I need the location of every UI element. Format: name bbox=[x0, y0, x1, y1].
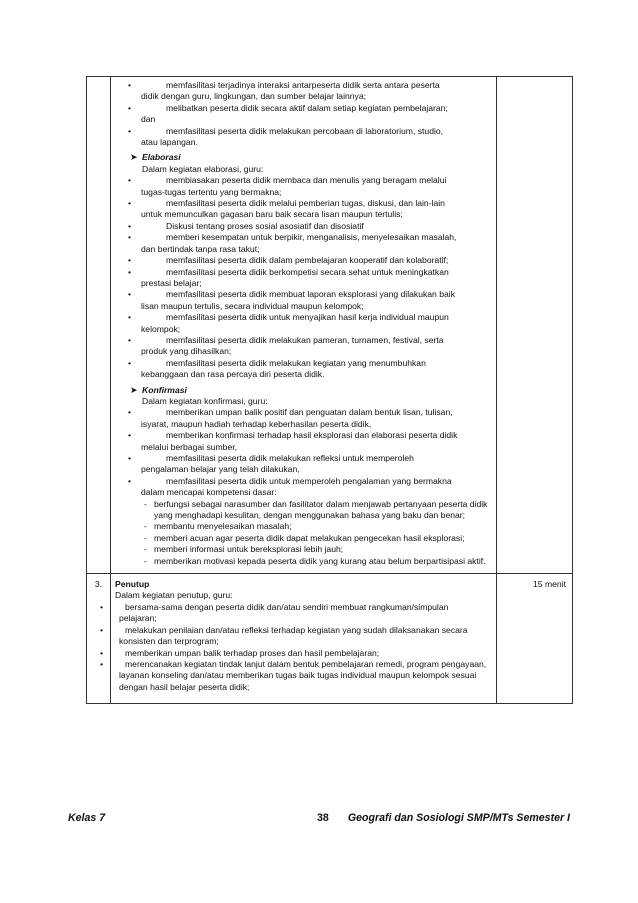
arrow-bullet-icon: ➤ bbox=[130, 152, 138, 163]
footer-book-title: Geografi dan Sosiologi SMP/MTs Semester I bbox=[347, 812, 570, 824]
list-item: - memberi informasi untuk bereksplorasi lebih jauh; bbox=[143, 544, 490, 555]
list-item: • memfasilitasi peserta didik melalui pemberian tugas, diskusi, dan lain-lain untuk memunculkan gagasan baru baik secara lisan maupun tertulis; bbox=[111, 198, 490, 221]
elaborasi-list bbox=[111, 175, 490, 380]
table-row bbox=[87, 77, 573, 574]
elaborasi-section bbox=[111, 152, 490, 380]
list-item: • memberikan umpan balik positif dan penguatan dalam bentuk lisan, tulisan, isyarat, maupun hadiah terhadap keberhasilan peserta didik, bbox=[111, 407, 490, 430]
section-intro: Dalam kegiatan elaborasi, guru: bbox=[142, 163, 264, 174]
table-row bbox=[87, 574, 573, 704]
activity-table bbox=[86, 76, 573, 704]
section-title: Konfirmasi bbox=[142, 384, 187, 395]
konfirmasi-section bbox=[111, 385, 490, 568]
list-item: • memfasilitasi terjadinya interaksi antarpeserta didik serta antara peserta didik dengan guru, lingkungan, dan sumber belajar lainnya; bbox=[111, 80, 490, 103]
activity-cell bbox=[111, 77, 497, 574]
list-item: • melibatkan peserta didik secara aktif dalam setiap kegiatan pembelajaran; dan bbox=[111, 103, 490, 126]
list-item: • memfasilitasi peserta didik untuk memperoleh pengalaman yang bermakna dalam mencapai kompetensi dasar: bbox=[111, 476, 490, 499]
row-number: 3. bbox=[87, 574, 111, 704]
time-cell bbox=[497, 77, 573, 574]
list-item: • memfasilitasi peserta didik dalam pembelajaran kooperatif dan kolaboratif; bbox=[111, 255, 490, 266]
list-item: • memfasilitasi peserta didik membuat laporan eksplorasi yang dilakukan baik lisan maupun tertulis, secara individual maupun kelompok; bbox=[111, 289, 490, 312]
list-item: • memfasilitasi peserta didik untuk menyajikan hasil kerja individual maupun kelompok; bbox=[111, 312, 490, 335]
list-item: • memfasilitasi peserta didik berkompetisi secara sehat untuk meningkatkan prestasi belajar; bbox=[111, 267, 490, 290]
list-item: • Diskusi tentang proses sosial asosiatif dan disosiatif bbox=[111, 221, 490, 232]
section-title: Penutup bbox=[115, 579, 150, 590]
list-item: • merencanakan kegiatan tindak lanjut dalam bentuk pembelajaran remedi, program pengayaan, layanan konseling dan/atau memberikan tugas baik tugas individual maupun kelompok sesuai dengan hasil belajar peserta didik; bbox=[90, 659, 488, 693]
exploration-list bbox=[111, 80, 490, 148]
number-cell bbox=[87, 77, 111, 574]
footer-class-label: Kelas 7 bbox=[68, 812, 106, 824]
section-intro: Dalam kegiatan konfirmasi, guru: bbox=[142, 395, 268, 406]
list-item: • memfasilitasi peserta didik melakukan kegiatan yang menumbuhkan kebanggaan dan rasa percaya diri peserta didik. bbox=[111, 358, 490, 381]
list-item: • memberikan konfirmasi terhadap hasil eksplorasi dan elaborasi peserta didik melalui berbagai sumber, bbox=[111, 430, 490, 453]
activity-cell bbox=[111, 574, 497, 704]
arrow-bullet-icon: ➤ bbox=[130, 384, 138, 395]
list-item: - memberi acuan agar peserta didik dapat melakukan pengecekan hasil eksplorasi; bbox=[143, 533, 490, 544]
list-item: • memfasilitasi peserta didik melakukan refleksi untuk memperoleh pengalaman belajar yang telah dilakukan, bbox=[111, 453, 490, 476]
list-item: • memberikan umpan balik terhadap proses dan hasil pembelajaran; bbox=[90, 648, 488, 659]
konfirmasi-sublist bbox=[111, 499, 490, 567]
section-title: Elaborasi bbox=[142, 152, 181, 163]
list-item: • memfasilitasi peserta didik melakukan percobaan di laboratorium, studio, atau lapangan. bbox=[111, 126, 490, 149]
page-number: 38 bbox=[317, 812, 329, 824]
list-item: • membiasakan peserta didik membaca dan menulis yang beragam melalui tugas-tugas tertentu yang bermakna; bbox=[111, 175, 490, 198]
list-item: • melakukan penilaian dan/atau refleksi terhadap kegiatan yang sudah dilaksanakan secara konsisten dan terprogram; bbox=[90, 625, 488, 648]
penutup-list bbox=[90, 602, 488, 693]
list-item: • memberi kesempatan untuk berpikir, menganalisis, menyelesaikan masalah, dan bertindak tanpa rasa takut; bbox=[111, 232, 490, 255]
duration-label: 15 menit bbox=[497, 574, 573, 704]
konfirmasi-list bbox=[111, 407, 490, 498]
list-item: - membantu menyelesaikan masalah; bbox=[143, 521, 490, 532]
list-item: • memfasilitasi peserta didik melakukan pameran, turnamen, festival, serta produk yang dihasilkan; bbox=[111, 335, 490, 358]
list-item: - memberikan motivasi kepada peserta didik yang kurang atau belum berpartisipasi aktif. bbox=[143, 556, 490, 567]
section-intro: Dalam kegiatan penutup, guru: bbox=[115, 590, 233, 601]
list-item: - berfungsi sebagai narasumber dan fasilitator dalam menjawab pertanyaan peserta didik yang menghadapi kesulitan, dengan menggunakan bahasa yang baku dan benar; bbox=[143, 499, 490, 522]
list-item: • bersama-sama dengan peserta didik dan/atau sendiri membuat rangkuman/simpulan pelajaran; bbox=[90, 602, 488, 625]
